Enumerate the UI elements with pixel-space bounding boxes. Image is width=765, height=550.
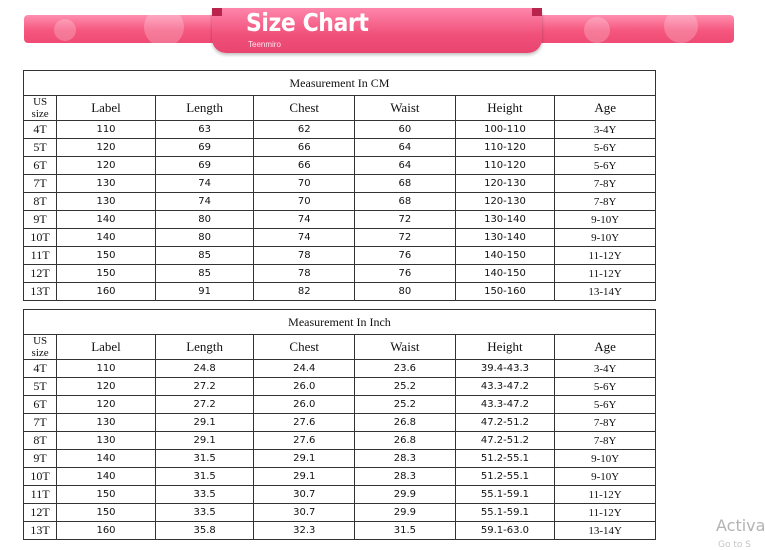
cell-us-size: 5T: [24, 139, 57, 157]
cell-length: 63: [155, 121, 254, 139]
cell-chest: 26.0: [254, 378, 355, 396]
cell-us-size: 6T: [24, 157, 57, 175]
cell-label: 110: [57, 121, 156, 139]
cell-waist: 80: [355, 283, 456, 301]
cell-waist: 29.9: [355, 504, 456, 522]
cell-height: 55.1-59.1: [455, 486, 555, 504]
cell-us-size: 7T: [24, 414, 57, 432]
cell-height: 55.1-59.1: [455, 504, 555, 522]
cell-age: 3-4Y: [555, 360, 656, 378]
column-header-length: Length: [155, 335, 254, 360]
cell-age: 7-8Y: [555, 414, 656, 432]
cell-label: 140: [57, 211, 156, 229]
cell-chest: 29.1: [254, 450, 355, 468]
cell-height: 51.2-55.1: [455, 450, 555, 468]
cell-chest: 29.1: [254, 468, 355, 486]
cell-chest: 27.6: [254, 432, 355, 450]
column-header-height: Height: [455, 96, 555, 121]
cell-label: 120: [57, 139, 156, 157]
cell-waist: 25.2: [355, 396, 456, 414]
activation-watermark: Activa: [716, 516, 765, 535]
table-row: [24, 139, 656, 157]
cell-age: 11-12Y: [555, 504, 656, 522]
cell-us-size: 13T: [24, 522, 57, 540]
cell-label: 140: [57, 468, 156, 486]
cell-waist: 64: [355, 139, 456, 157]
cell-height: 39.4-43.3: [455, 360, 555, 378]
cell-height: 59.1-63.0: [455, 522, 555, 540]
cell-length: 33.5: [155, 486, 254, 504]
cell-waist: 60: [355, 121, 456, 139]
cell-length: 69: [155, 157, 254, 175]
cell-label: 130: [57, 193, 156, 211]
cell-label: 120: [57, 396, 156, 414]
cell-waist: 72: [355, 211, 456, 229]
cell-waist: 28.3: [355, 450, 456, 468]
table-row: [24, 265, 656, 283]
table-row: [24, 247, 656, 265]
column-header-us-size: US size: [24, 335, 57, 360]
cell-us-size: 5T: [24, 378, 57, 396]
cell-height: 43.3-47.2: [455, 396, 555, 414]
page-title: Size Chart: [246, 8, 369, 37]
cell-height: 47.2-51.2: [455, 414, 555, 432]
cell-us-size: 12T: [24, 265, 57, 283]
cell-length: 74: [155, 175, 254, 193]
cell-age: 5-6Y: [555, 157, 656, 175]
cell-age: 7-8Y: [555, 432, 656, 450]
cell-chest: 66: [254, 139, 355, 157]
cell-age: 7-8Y: [555, 175, 656, 193]
banner-tab-fold: [212, 8, 222, 16]
table-title-row: [24, 310, 656, 335]
cell-label: 150: [57, 504, 156, 522]
table-row: [24, 193, 656, 211]
cell-length: 35.8: [155, 522, 254, 540]
cell-chest: 66: [254, 157, 355, 175]
cell-us-size: 6T: [24, 396, 57, 414]
table-row: [24, 522, 656, 540]
cell-length: 31.5: [155, 450, 254, 468]
table-row: [24, 504, 656, 522]
cell-length: 33.5: [155, 504, 254, 522]
cell-height: 43.3-47.2: [455, 378, 555, 396]
table-row: [24, 360, 656, 378]
cell-length: 29.1: [155, 414, 254, 432]
cell-label: 120: [57, 157, 156, 175]
cell-chest: 74: [254, 211, 355, 229]
cell-label: 130: [57, 414, 156, 432]
cell-chest: 70: [254, 193, 355, 211]
cell-waist: 29.9: [355, 486, 456, 504]
column-header-age: Age: [555, 335, 656, 360]
cell-chest: 30.7: [254, 504, 355, 522]
table-row: [24, 211, 656, 229]
cell-age: 5-6Y: [555, 396, 656, 414]
column-header-label: Label: [57, 96, 156, 121]
table-row: [24, 283, 656, 301]
cell-height: 130-140: [455, 211, 555, 229]
cell-waist: 23.6: [355, 360, 456, 378]
cell-label: 160: [57, 283, 156, 301]
cell-chest: 27.6: [254, 414, 355, 432]
cell-age: 7-8Y: [555, 193, 656, 211]
cell-height: 51.2-55.1: [455, 468, 555, 486]
cell-us-size: 8T: [24, 432, 57, 450]
table-row: [24, 175, 656, 193]
table-header-row: [24, 335, 656, 360]
cell-waist: 68: [355, 193, 456, 211]
size-table-inch: [23, 309, 656, 540]
column-header-height: Height: [455, 335, 555, 360]
cell-waist: 76: [355, 247, 456, 265]
table-row: [24, 157, 656, 175]
cell-age: 5-6Y: [555, 378, 656, 396]
cell-us-size: 4T: [24, 360, 57, 378]
cell-chest: 30.7: [254, 486, 355, 504]
column-header-chest: Chest: [254, 335, 355, 360]
cell-us-size: 7T: [24, 175, 57, 193]
activation-watermark-sub: Go to S: [718, 540, 751, 550]
brand-name: Teenmiro: [248, 40, 281, 49]
cell-length: 85: [155, 265, 254, 283]
cell-height: 100-110: [455, 121, 555, 139]
table-row: [24, 121, 656, 139]
cell-length: 27.2: [155, 396, 254, 414]
table-row: [24, 450, 656, 468]
column-header-age: Age: [555, 96, 656, 121]
cell-us-size: 10T: [24, 229, 57, 247]
cell-height: 120-130: [455, 175, 555, 193]
cell-us-size: 13T: [24, 283, 57, 301]
cell-chest: 78: [254, 247, 355, 265]
banner-bubble: [54, 19, 76, 41]
cell-us-size: 11T: [24, 486, 57, 504]
banner-bubble: [144, 15, 184, 43]
cell-chest: 70: [254, 175, 355, 193]
cell-length: 85: [155, 247, 254, 265]
cell-height: 110-120: [455, 157, 555, 175]
cell-label: 140: [57, 229, 156, 247]
cell-height: 140-150: [455, 247, 555, 265]
banner-bubble: [664, 15, 698, 43]
cell-waist: 68: [355, 175, 456, 193]
table-title: Measurement In Inch: [24, 310, 656, 335]
cell-waist: 72: [355, 229, 456, 247]
cell-waist: 31.5: [355, 522, 456, 540]
cell-length: 69: [155, 139, 254, 157]
cell-age: 13-14Y: [555, 283, 656, 301]
banner-bubble: [584, 17, 610, 43]
cell-label: 150: [57, 265, 156, 283]
cell-length: 91: [155, 283, 254, 301]
cell-label: 130: [57, 175, 156, 193]
table-row: [24, 229, 656, 247]
cell-label: 150: [57, 486, 156, 504]
cell-age: 11-12Y: [555, 486, 656, 504]
cell-age: 3-4Y: [555, 121, 656, 139]
cell-chest: 62: [254, 121, 355, 139]
cell-age: 11-12Y: [555, 265, 656, 283]
cell-us-size: 9T: [24, 450, 57, 468]
cell-us-size: 8T: [24, 193, 57, 211]
cell-label: 160: [57, 522, 156, 540]
table-title-row: [24, 71, 656, 96]
cell-length: 24.8: [155, 360, 254, 378]
cell-us-size: 12T: [24, 504, 57, 522]
cell-label: 110: [57, 360, 156, 378]
cell-chest: 24.4: [254, 360, 355, 378]
cell-waist: 64: [355, 157, 456, 175]
table-row: [24, 414, 656, 432]
cell-us-size: 10T: [24, 468, 57, 486]
cell-us-size: 4T: [24, 121, 57, 139]
column-header-us-size: US size: [24, 96, 57, 121]
cell-height: 140-150: [455, 265, 555, 283]
table-header-row: [24, 96, 656, 121]
cell-age: 9-10Y: [555, 229, 656, 247]
table-row: [24, 486, 656, 504]
cell-height: 130-140: [455, 229, 555, 247]
column-header-waist: Waist: [355, 335, 456, 360]
cell-length: 31.5: [155, 468, 254, 486]
cell-age: 11-12Y: [555, 247, 656, 265]
cell-age: 9-10Y: [555, 468, 656, 486]
column-header-waist: Waist: [355, 96, 456, 121]
cell-length: 80: [155, 211, 254, 229]
cell-waist: 76: [355, 265, 456, 283]
cell-age: 5-6Y: [555, 139, 656, 157]
table-row: [24, 396, 656, 414]
cell-chest: 26.0: [254, 396, 355, 414]
column-header-label: Label: [57, 335, 156, 360]
cell-label: 140: [57, 450, 156, 468]
cell-length: 74: [155, 193, 254, 211]
cell-waist: 28.3: [355, 468, 456, 486]
cell-age: 9-10Y: [555, 450, 656, 468]
cell-height: 120-130: [455, 193, 555, 211]
cell-us-size: 9T: [24, 211, 57, 229]
table-title: Measurement In CM: [24, 71, 656, 96]
cell-age: 9-10Y: [555, 211, 656, 229]
cell-label: 130: [57, 432, 156, 450]
cell-length: 27.2: [155, 378, 254, 396]
cell-age: 13-14Y: [555, 522, 656, 540]
cell-chest: 32.3: [254, 522, 355, 540]
cell-height: 110-120: [455, 139, 555, 157]
column-header-length: Length: [155, 96, 254, 121]
cell-height: 150-160: [455, 283, 555, 301]
cell-waist: 26.8: [355, 432, 456, 450]
column-header-chest: Chest: [254, 96, 355, 121]
cell-length: 80: [155, 229, 254, 247]
cell-chest: 78: [254, 265, 355, 283]
size-table-cm: [23, 70, 656, 301]
table-row: [24, 432, 656, 450]
table-row: [24, 468, 656, 486]
table-row: [24, 378, 656, 396]
cell-chest: 82: [254, 283, 355, 301]
cell-label: 120: [57, 378, 156, 396]
cell-height: 47.2-51.2: [455, 432, 555, 450]
cell-waist: 26.8: [355, 414, 456, 432]
banner-tab-fold: [532, 8, 542, 16]
cell-waist: 25.2: [355, 378, 456, 396]
cell-us-size: 11T: [24, 247, 57, 265]
cell-chest: 74: [254, 229, 355, 247]
cell-length: 29.1: [155, 432, 254, 450]
cell-label: 150: [57, 247, 156, 265]
